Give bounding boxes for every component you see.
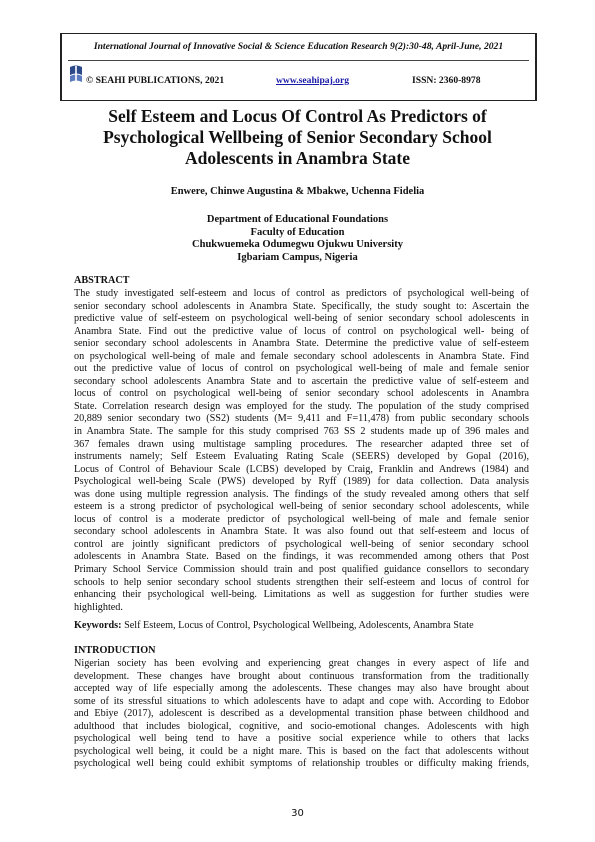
text-line: State. Correlation research design was employed for the study. The population of the study comprised — [74, 400, 529, 412]
text-line: psychological well being, it could be a night mare. This is based on the fact that adolescents without — [74, 745, 529, 757]
text-line: Anambra State. Find out the predictive value of locus of control on psychological well- being of — [74, 325, 529, 337]
text-line: locus of control is a moderate predictor of psychological well-being of male and female senior — [74, 513, 529, 525]
text-line: adulthood that includes biological, cognitive, and socio-emotional changes. Adolescents with high — [74, 720, 529, 732]
text-line: senior secondary school adolescents in Anambra State. Specifically, the study sought to: Ascertain the — [74, 300, 529, 312]
text-line: highlighted. — [74, 601, 123, 613]
journal-url-link[interactable]: www.seahipaj.org — [276, 75, 350, 86]
text-line: enhancing their psychological well-being. Limitations as well as suggestion for further studies were — [74, 589, 529, 601]
text-line: and Ebiye (2017), adolescent is described as a developmental transition phase between childhood and — [74, 708, 529, 720]
text-line: control are jointly significant predictors of psychological well-being of senior secondary school — [74, 538, 529, 550]
title-line: Adolescents in Anambra State — [184, 148, 411, 168]
text-line: out the predictive value of locus of control on psychological well-being of male and female senior — [74, 363, 529, 375]
paper-title — [70, 106, 525, 169]
paper-authors: Enwere, Chinwe Augustina & Mbakwe, Uchenna Fidelia — [170, 186, 425, 197]
text-line: accepted way of life especially among the adolescents. These changes may also have brought about — [74, 683, 529, 695]
keywords-label: Keywords: — [74, 620, 122, 631]
text-line: some of its stressful situations to which adolescents have to adapt and cope with. According to Edobor — [74, 695, 529, 707]
introduction-body — [74, 658, 529, 771]
publisher-logo-icon — [67, 63, 85, 85]
text-line: Primary School Service Commission should train and post qualified guidance consellors to secondary — [74, 564, 529, 576]
introduction-heading: INTRODUCTION — [74, 645, 156, 656]
abstract-heading: ABSTRACT — [74, 275, 130, 286]
text-line: schools to help senior secondary school students strengthen their self-esteem and locus of control for — [74, 576, 529, 588]
text-line: senior secondary school adolescents in Anambra State. Determine the predictive value of self-esteem — [74, 338, 529, 350]
text-line: development. These changes have brought about continuous transformation from the traditionally — [74, 670, 529, 682]
text-line: locus of control on psychological well-being of senior secondary school adolescents in Anambra — [74, 388, 529, 400]
title-line: Psychological Wellbeing of Senior Secondary School — [103, 127, 492, 147]
affiliation-line: Igbariam Campus, Nigeria — [237, 251, 358, 263]
keywords-line — [74, 620, 529, 633]
text-line: psychological well being could exhibit symptoms of relationship troubles or difficulty making friends, — [74, 758, 529, 770]
text-line: esteem is a strong predictor of psychological well-being of senior secondary school adolescents, while — [74, 501, 529, 513]
text-line: psychological well being tend to have a positive social experience while to others that lacks — [74, 733, 529, 745]
text-line: 367 females drawn using multistage sampling procedures. The researcher adapted three set of — [74, 438, 529, 450]
text-line: in Anambra State. The sample for this study comprised 763 SS 2 students made up of 396 males and — [74, 426, 529, 438]
author-affiliation — [60, 214, 535, 264]
text-line: was done using multiple regression analysis. The findings of the study revealed among others that self — [74, 488, 529, 500]
publisher-name: © SEAHI PUBLICATIONS, 2021 — [86, 75, 225, 86]
text-line: instruments namely; Self Esteem Evaluating Rating Scale (SEERS) developed by Gopal (2016), — [74, 451, 529, 463]
text-line: secondary school adolescents in Anambra State. It was also found out that self-esteem and locus of — [74, 526, 529, 538]
text-line: Nigerian society has been evolving and experiencing great changes in every aspect of life and — [74, 658, 529, 669]
journal-citation: International Journal of Innovative Social & Science Education Research 9(2):30-48, April-June, 2021 — [93, 41, 504, 52]
abstract-body — [74, 288, 529, 614]
header-divider — [68, 60, 529, 61]
page-number: 30 — [291, 808, 304, 819]
affiliation-line: Faculty of Education — [250, 226, 345, 238]
affiliation-line: Department of Educational Foundations — [206, 214, 389, 225]
text-line: adolescents in Anambra State. Based on the findings, it was recommended among others that Post — [74, 551, 529, 563]
text-line: on psychological well-being of male and female secondary school adolescents in Anambra State. Find — [74, 350, 529, 362]
journal-header — [60, 33, 537, 101]
affiliation-line: Chukwuemeka Odumegwu Ojukwu University — [192, 239, 403, 250]
text-line: The study investigated self-esteem and locus of control as predictors of psychological well-being of — [74, 288, 529, 299]
text-line: predictive value of self-esteem on psychological well-being of senior secondary school adolescents in — [74, 313, 529, 325]
text-line: Psychological well-being Scale (PWS) developed by Ryff (1989) for data collection. Data analysis — [74, 476, 529, 488]
title-line: Self Esteem and Locus Of Control As Predictors of — [108, 106, 487, 126]
journal-issn: ISSN: 2360-8978 — [412, 75, 481, 86]
keywords-text: Self Esteem, Locus of Control, Psychological Wellbeing, Adolescents, Anambra State — [121, 620, 474, 631]
text-line: Locus of Control of Behaviour Scale (LCBS) developed by Craig, Franklin and Andrews (1984) and — [74, 463, 529, 475]
text-line: secondary school adolescents Anambra State and to ascertain the predictive value of self-esteem and — [74, 375, 529, 387]
text-line: 20,889 senior secondary two (SS2) students (M= 9,411 and F=11,478) from public secondary schools — [74, 413, 529, 425]
